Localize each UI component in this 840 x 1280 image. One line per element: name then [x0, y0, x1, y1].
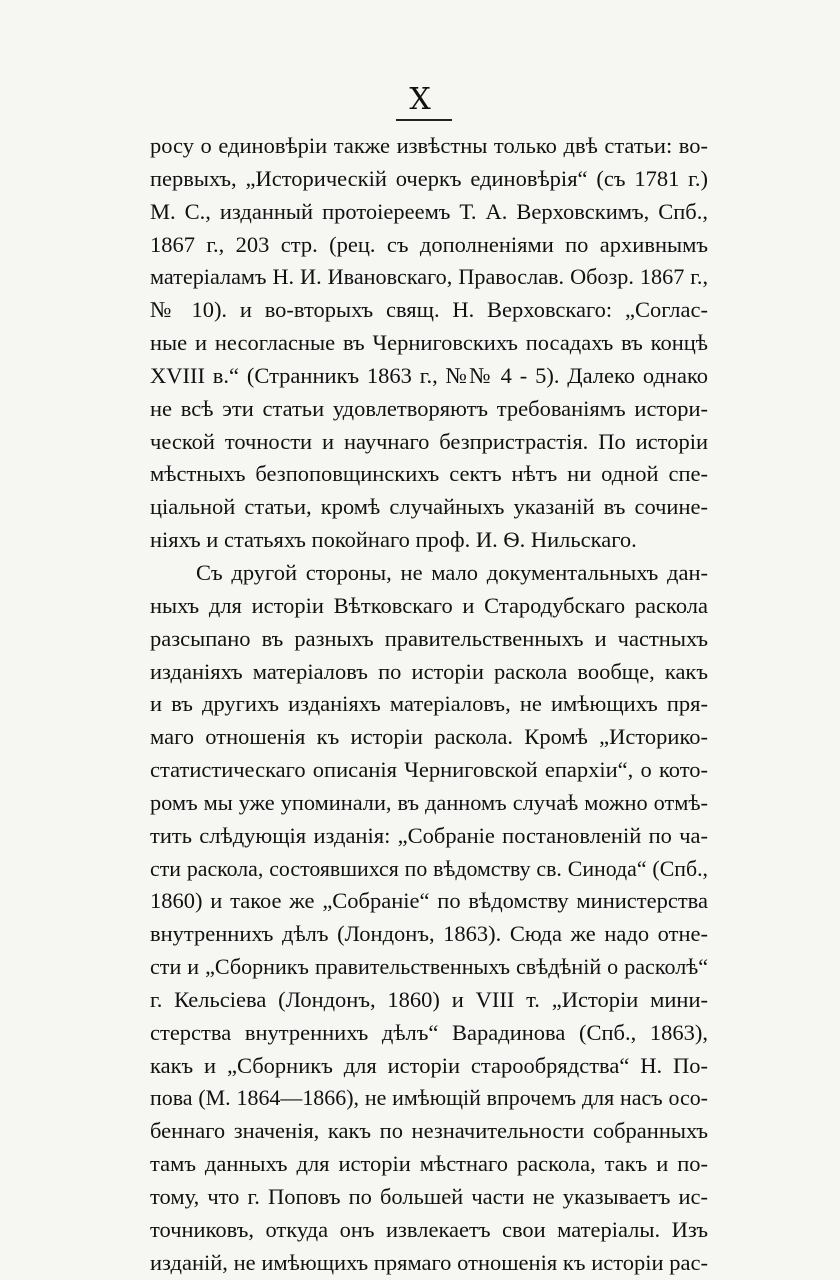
text-line: ціальной статьи, кромѣ случайныхъ указаній въ сочине-	[150, 494, 708, 520]
page-number: X	[409, 82, 431, 117]
text-line: матеріаламъ Н. И. Ивановскаго, Православ. Обозр. 1867 г.,	[150, 264, 708, 290]
text-line: беннаго значенія, какъ по незначительности собранныхъ	[150, 1118, 708, 1144]
text-line: статистическаго описанія Черниговской епархіи“, о кото-	[150, 757, 708, 783]
text-line: Съ другой стороны, не мало документальныхъ дан-	[196, 559, 708, 585]
text-line: первыхъ, „Историческій очеркъ единовѣрія“ (съ 1781 г.)	[150, 165, 708, 191]
text-line: сти раскола, состоявшихся по вѣдомству св. Синода“ (Спб.,	[150, 856, 708, 881]
body-text	[150, 130, 708, 1280]
text-line: точниковъ, откуда онъ извлекаетъ свои матеріалы. Изъ	[150, 1216, 708, 1242]
text-line: М. С., изданный протоіереемъ Т. А. Верховскимъ, Спб.,	[150, 198, 708, 224]
text-line: ныхъ для исторіи Вѣтковскаго и Стародубскаго раскола	[150, 592, 708, 618]
text-line: и въ другихъ изданіяхъ матеріаловъ, не имѣющихъ пря-	[150, 691, 708, 717]
text-line: тому, что г. Поповъ по большей части не указываетъ ис-	[150, 1184, 708, 1209]
text-line: внутреннихъ дѣлъ (Лондонъ, 1863). Сюда же надо отне-	[150, 921, 708, 947]
text-line: XVIII в.“ (Странникъ 1863 г., №№ 4 - 5). Далеко однако	[150, 362, 708, 388]
text-line: разсыпано въ разныхъ правительственныхъ и частныхъ	[150, 625, 708, 651]
text-line: ные и несогласные въ Черниговскихъ посадахъ въ концѣ	[150, 330, 708, 356]
text-line: какъ и „Сборникъ для исторіи старообрядства“ Н. По-	[150, 1052, 708, 1078]
text-line: г. Кельсіева (Лондонъ, 1860) и VIII т. „Исторіи мини-	[150, 986, 708, 1012]
text-line: не всѣ эти статьи удовлетворяютъ требованіямъ истори-	[150, 395, 708, 421]
text-line: 1867 г., 203 стр. (рец. съ дополненіями по архивнымъ	[150, 231, 708, 257]
text-line: тамъ данныхъ для исторіи мѣстнаго раскола, такъ и по-	[150, 1151, 708, 1177]
text-line: пова (М. 1864—1866), не имѣющій впрочемъ для насъ осо-	[150, 1085, 708, 1111]
text-line: росу о единовѣріи также извѣстны только двѣ статьи: во-	[150, 133, 708, 158]
paragraph-2	[150, 557, 708, 1280]
text-line: сти и „Сборникъ правительственныхъ свѣдѣній о расколѣ“	[150, 954, 708, 980]
text-line: 1860) и такое же „Собраніе“ по вѣдомству министерства	[150, 888, 708, 914]
text-line: ніяхъ и статьяхъ покойнаго проф. И. Ѳ. Нильскаго.	[150, 527, 637, 553]
text-line: тить слѣдующія изданія: „Собраніе постановленій по ча-	[150, 822, 708, 848]
text-line: изданій, не имѣющихъ прямаго отношенія къ исторіи рас-	[150, 1249, 708, 1275]
page-number-underline	[396, 119, 452, 121]
text-line: мѣстныхъ безпоповщинскихъ сектъ нѣтъ ни одной спе-	[150, 461, 708, 487]
text-line: ческой точности и научнаго безпристрастія. По исторіи	[150, 428, 708, 454]
paragraph-1	[150, 130, 708, 557]
text-line: изданіяхъ матеріаловъ по исторіи раскола вообще, какъ	[150, 658, 708, 684]
text-line: ромъ мы уже упоминали, въ данномъ случаѣ можно отмѣ-	[150, 789, 708, 815]
text-line: стерства внутреннихъ дѣлъ“ Варадинова (Спб., 1863),	[150, 1019, 708, 1045]
text-line: маго отношенія къ исторіи раскола. Кромѣ „Историко-	[150, 724, 708, 750]
text-line: № 10). и во-вторыхъ свящ. Н. Верховскаго: „Соглас-	[150, 297, 708, 323]
